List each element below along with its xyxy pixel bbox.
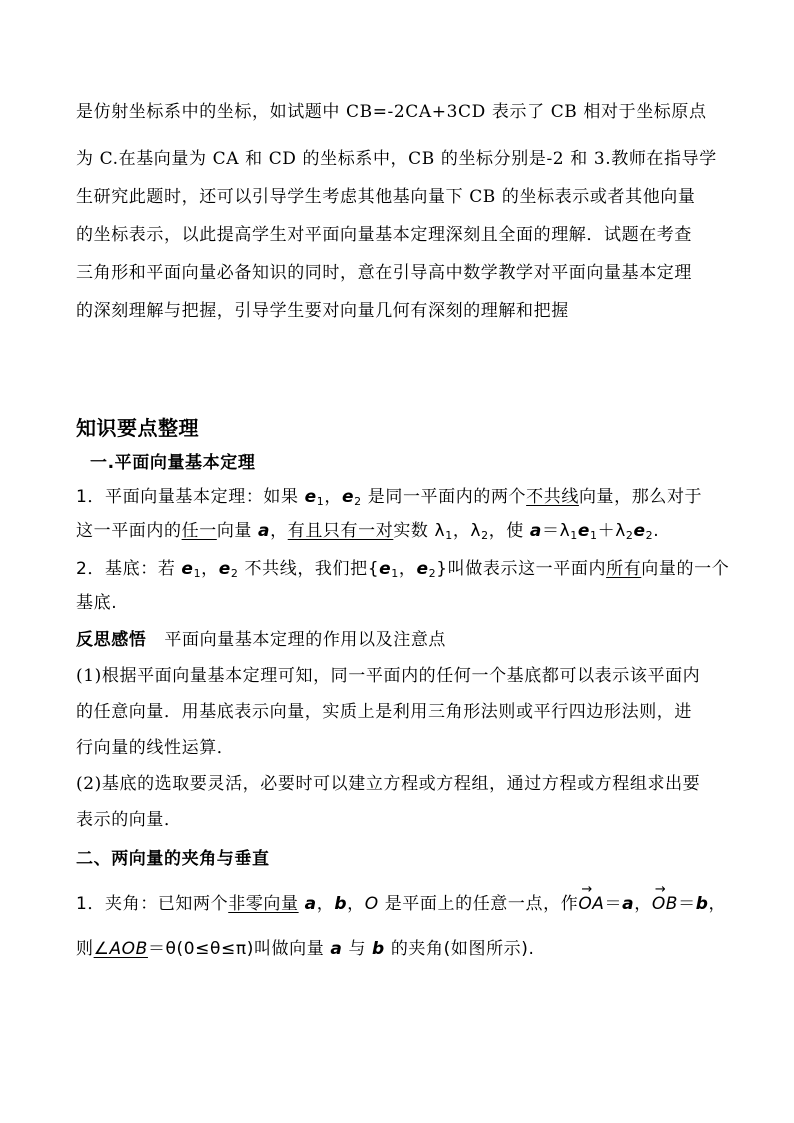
angle-definition-line-1: 1．夹角：已知两个非零向量 a，b，O 是平面上的任意一点，作→ OA＝a，→ OB＝b， <box>76 892 726 916</box>
section-heading: 知识要点整理 <box>76 416 199 440</box>
basis-line-2: 基底. <box>76 593 118 613</box>
reflection-line: 表示的向量． <box>76 810 182 830</box>
theorem-line-2: 这一平面内的任一向量 a，有且只有一对实数 $\lambda_1$，$\lambda_2$，使 $a=\lambda_1e_1+\lambda_2e_2$. <box>76 521 660 542</box>
paragraph-line: 三角形和平面向量必备知识的同时，意在引导高中数学教学对平面向量基本定理 <box>76 263 692 283</box>
vector-oa: → OA <box>578 892 604 916</box>
paragraph-line: 生研究此题时，还可以引导学生考虑其他基向量下 CB 的坐标表示或者其他向量 <box>76 187 696 207</box>
subsection-title: 一.平面向量基本定理 <box>90 453 256 473</box>
paragraph-line: 的深刻理解与把握，引导学生要对向量几何有深刻的理解和把握 <box>76 301 569 321</box>
reflection-header: 反思感悟 平面向量基本定理的作用以及注意点 <box>76 630 447 650</box>
angle-definition-line-2: 则∠AOB＝θ(0≤θ≤π)叫做向量 a 与 b 的夹角(如图所示). <box>76 939 535 959</box>
paragraph-line: 的坐标表示，以此提高学生对平面向量基本定理深刻且全面的理解．试题在考查 <box>76 225 692 245</box>
reflection-line: 的任意向量．用基底表示向量，实质上是利用三角形法则或平行四边形法则，进 <box>76 702 692 722</box>
paragraph-line: 是仿射坐标系中的坐标，如试题中 CB=-2CA+3CD 表示了 CB 相对于坐标原点 <box>76 102 707 122</box>
basis-line-1: 2．基底：若 $e_1$，$e_2$ 不共线，我们把{$e_1$，$e_2$}叫做表示这一平面内所有向量的一个 <box>76 559 730 580</box>
theorem-line-1: 1．平面向量基本定理：如果 $e_1$，$e_2$ 是同一平面内的两个不共线向量，那么对于 <box>76 487 703 508</box>
vector-ob: → OB <box>652 892 678 916</box>
reflection-line: 行向量的线性运算． <box>76 738 235 758</box>
paragraph-line: 为 C.在基向量为 CA 和 CD 的坐标系中，CB 的坐标分别是-2 和 3.教师在指导学 <box>76 149 717 169</box>
reflection-line: (1)根据平面向量基本定理可知，同一平面内的任何一个基底都可以表示该平面内 <box>76 666 701 686</box>
reflection-line: (2)基底的选取要灵活，必要时可以建立方程或方程组，通过方程或方程组求出要 <box>76 774 701 794</box>
subsection-title: 二、两向量的夹角与垂直 <box>76 849 270 869</box>
